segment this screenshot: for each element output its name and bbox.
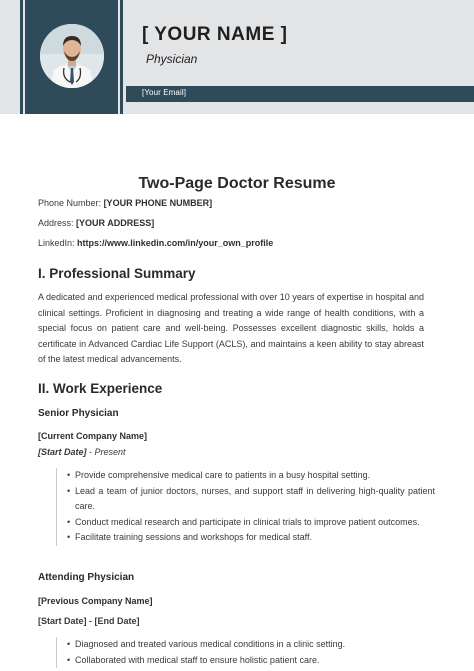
list-item: • Conduct medical research and participate in clinical trials to improve patient outcomes. [67, 515, 435, 531]
address-value: [YOUR ADDRESS] [76, 218, 155, 228]
list-item: • Collaborated with medical staff to ensure holistic patient care. [67, 653, 435, 669]
job-dates [38, 447, 126, 457]
document-title: Two-Page Doctor Resume [138, 175, 336, 192]
job-dates: [Start Date] - [End Date] [38, 616, 140, 626]
contact-linkedin [38, 238, 273, 248]
candidate-role: Physician [146, 52, 198, 66]
company-name: [Current Company Name] [38, 431, 148, 441]
job-bullets [56, 637, 435, 668]
summary-text: A dedicated and experienced medical professional with over 10 years of expertise in hospital and clinical settings. Proficient in diagnosing and treating a wide range of health conditions, with a special focus on patient care and well-being. Possesses excellent diagnostic skills, holds a certificate in Advanced Cardiac Life Support (ACLS), and maintains a keen ability to stay abreast of the latest medical advancements. [38, 292, 424, 365]
header-accent-bar-left [20, 0, 23, 114]
contact-phone [38, 198, 212, 208]
company-name: [Previous Company Name] [38, 596, 153, 606]
job-title: Senior Physician [38, 408, 119, 419]
address-label: Address: [38, 218, 74, 228]
profile-photo [40, 24, 104, 88]
end-date: Present [94, 447, 126, 457]
date-separator: - [86, 447, 95, 457]
header-accent-bar-right [120, 0, 123, 114]
job-bullets [56, 468, 435, 546]
phone-value: [YOUR PHONE NUMBER] [103, 198, 213, 208]
email-text: [Your Email] [142, 88, 187, 97]
job-title: Attending Physician [38, 572, 135, 583]
summary-heading: I. Professional Summary [38, 266, 196, 281]
linkedin-link[interactable]: https://www.linkedin.com/in/your_own_profile [77, 238, 274, 248]
candidate-name: [ YOUR NAME ] [142, 24, 288, 45]
experience-heading: II. Work Experience [38, 381, 163, 396]
linkedin-label: LinkedIn: [38, 238, 75, 248]
doctor-portrait-icon [40, 24, 104, 88]
contact-address [38, 218, 154, 228]
phone-label: Phone Number: [38, 198, 102, 208]
start-date: [Start Date] [38, 447, 87, 457]
list-item: • Diagnosed and treated various medical conditions in a clinic setting. [67, 637, 435, 653]
list-item: • Lead a team of junior doctors, nurses, and support staff in delivering high-quality patient care. [67, 484, 435, 515]
list-item: • Facilitate training sessions and workshops for medical staff. [67, 530, 435, 546]
list-item: • Provide comprehensive medical care to patients in a busy hospital setting. [67, 468, 435, 484]
